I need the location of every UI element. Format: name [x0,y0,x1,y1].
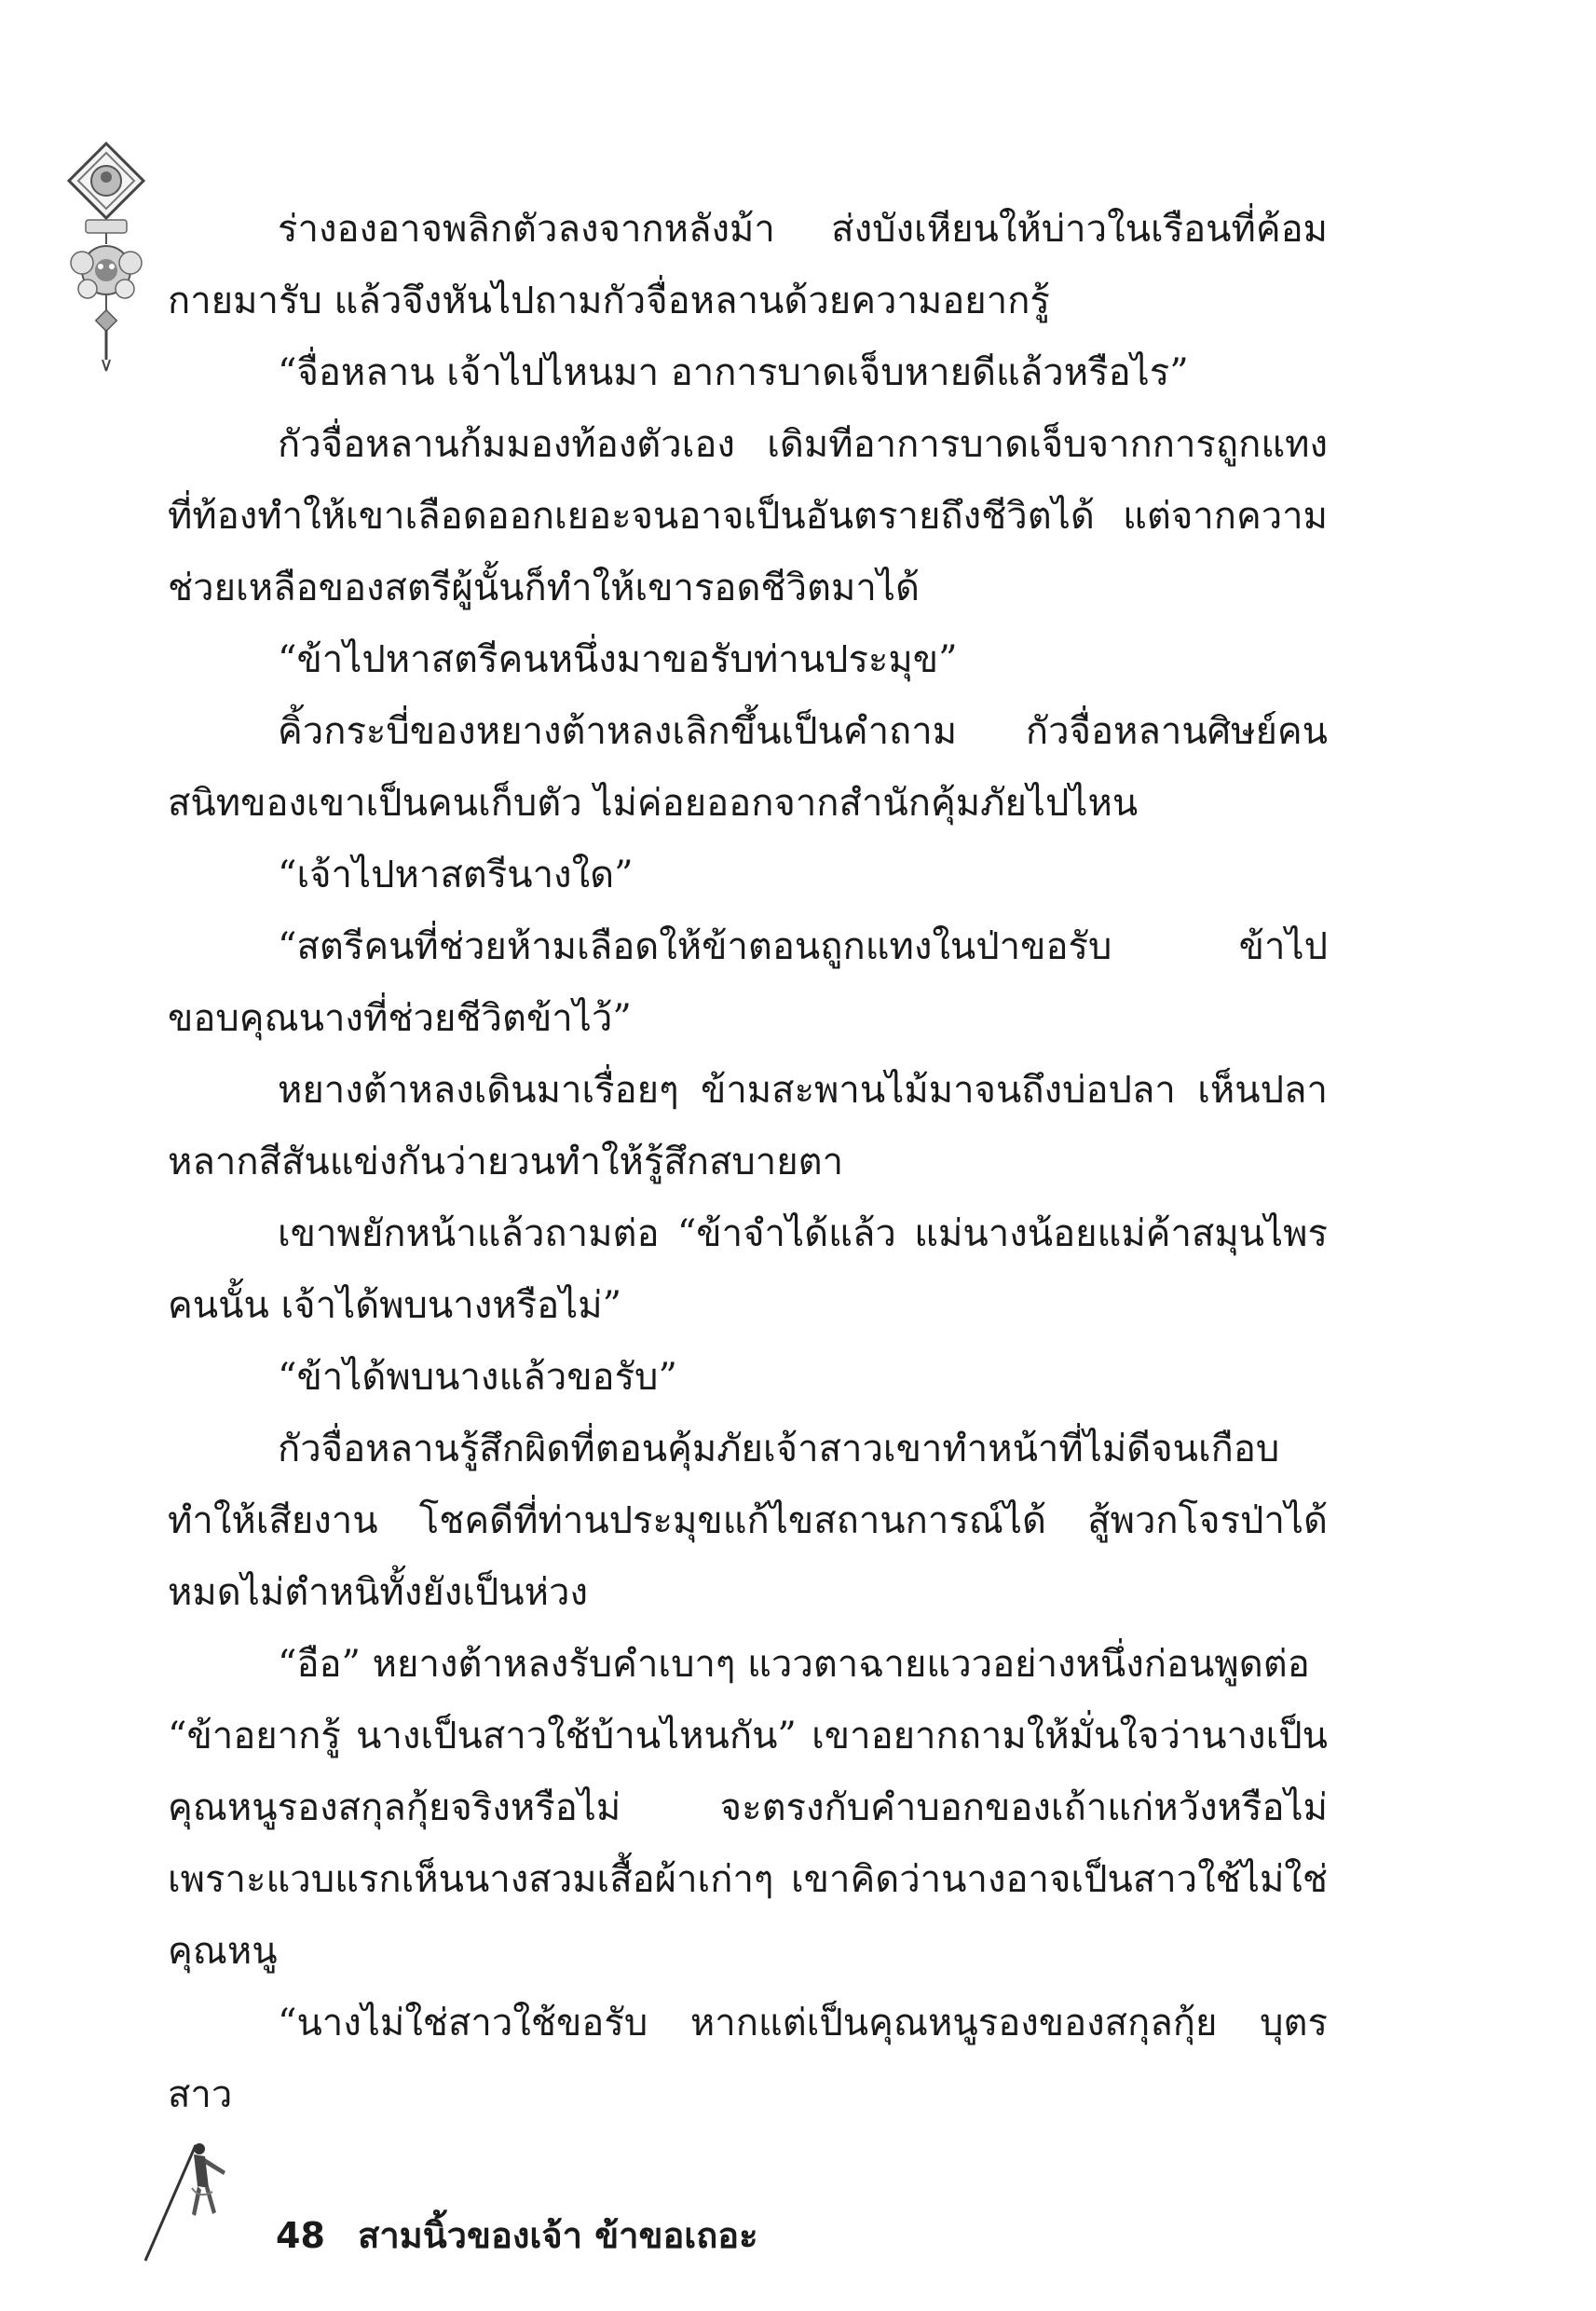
running-footer [276,2207,758,2263]
swordsman-figure-icon [140,2134,242,2264]
page-number: 48 [276,2215,325,2256]
book-title: สามนิ้วของเจ้า ข้าขอเถอะ [358,2215,758,2256]
chapter-body [168,194,1328,2131]
paragraph: กัวจื่อหลานก้มมองท้องตัวเอง เดิมทีอาการบาดเจ็บจากการถูกแทงที่ท้องทำให้เขาเลือดออกเยอะจนอาจเป็นอันตรายถึงชีวิตได้ แต่จากความช่วยเหลือของสตรีผู้นั้นก็ทำให้เขารอดชีวิตมาได้ [168,423,1328,609]
paragraph: “ข้าไปหาสตรีคนหนึ่งมาขอรับท่านประมุข” [278,638,958,681]
paragraph: “สตรีคนที่ช่วยห้ามเลือดให้ข้าตอนถูกแทงในป่าขอรับ ข้าไปขอบคุณนางที่ช่วยชีวิตข้าไว้” [168,925,1328,1040]
paragraph: “อือ” หยางต้าหลงรับคำเบาๆ แววตาฉายแววอย่างหนึ่งก่อนพูดต่อ [278,1643,1310,1686]
paragraph: กัวจื่อหลานรู้สึกผิดที่ตอนคุ้มภัยเจ้าสาวเขาทำหน้าที่ไม่ดีจนเกือบทำให้เสียงาน โชคดีที่ท่านประมุขแก้ไขสถานการณ์ได้ สู้พวกโจรป่าได้หมดไม่ตำหนิทั้งยังเป็นห่วง [168,1428,1328,1614]
page-footer [140,2134,978,2264]
paragraph: “ข้าอยากรู้ นางเป็นสาวใช้บ้านไหนกัน” เขาอยากถามให้มั่นใจว่านางเป็นคุณหนูรองสกุลกุ้ยจริงหรือไม่ จะตรงกับคำบอกของเถ้าแก่หวังหรือไม่ เพราะแวบแรกเห็นนางสวมเสื้อผ้าเก่าๆ เขาคิดว่านางอาจเป็นสาวใช้ไม่ใช่คุณหนู [168,1715,1328,1973]
paragraph: หยางต้าหลงเดินมาเรื่อยๆ ข้ามสะพานไม้มาจนถึงบ่อปลา เห็นปลาหลากสีสันแข่งกันว่ายวนทำให้รู้สึกสบายตา [168,1069,1328,1183]
paragraph: เขาพยักหน้าแล้วถามต่อ “ข้าจำได้แล้ว แม่นางน้อยแม่ค้าสมุนไพรคนนั้น เจ้าได้พบนางหรือไม่” [168,1212,1328,1327]
paragraph: “นางไม่ใช่สาวใช้ขอรับ หากแต่เป็นคุณหนูรองของสกุลกุ้ย บุตรสาว [168,2002,1328,2116]
paragraph: “จื่อหลาน เจ้าไปไหนมา อาการบาดเจ็บหายดีแล้วหรือไร” [278,351,1189,394]
decorative-emblem-icon [54,140,158,373]
paragraph: “ข้าได้พบนางแล้วขอรับ” [278,1356,677,1399]
paragraph: “เจ้าไปหาสตรีนางใด” [278,854,634,896]
paragraph: คิ้วกระบี่ของหยางต้าหลงเลิกขึ้นเป็นคำถาม กัวจื่อหลานศิษย์คนสนิทของเขาเป็นคนเก็บตัว ไม่ค่อยออกจากสำนักคุ้มภัยไปไหน [168,710,1328,825]
paragraph: ร่างองอาจพลิกตัวลงจากหลังม้า ส่งบังเหียนให้บ่าวในเรือนที่ค้อมกายมารับ แล้วจึงหันไปถามกัวจื่อหลานด้วยความอยากรู้ [168,208,1328,322]
